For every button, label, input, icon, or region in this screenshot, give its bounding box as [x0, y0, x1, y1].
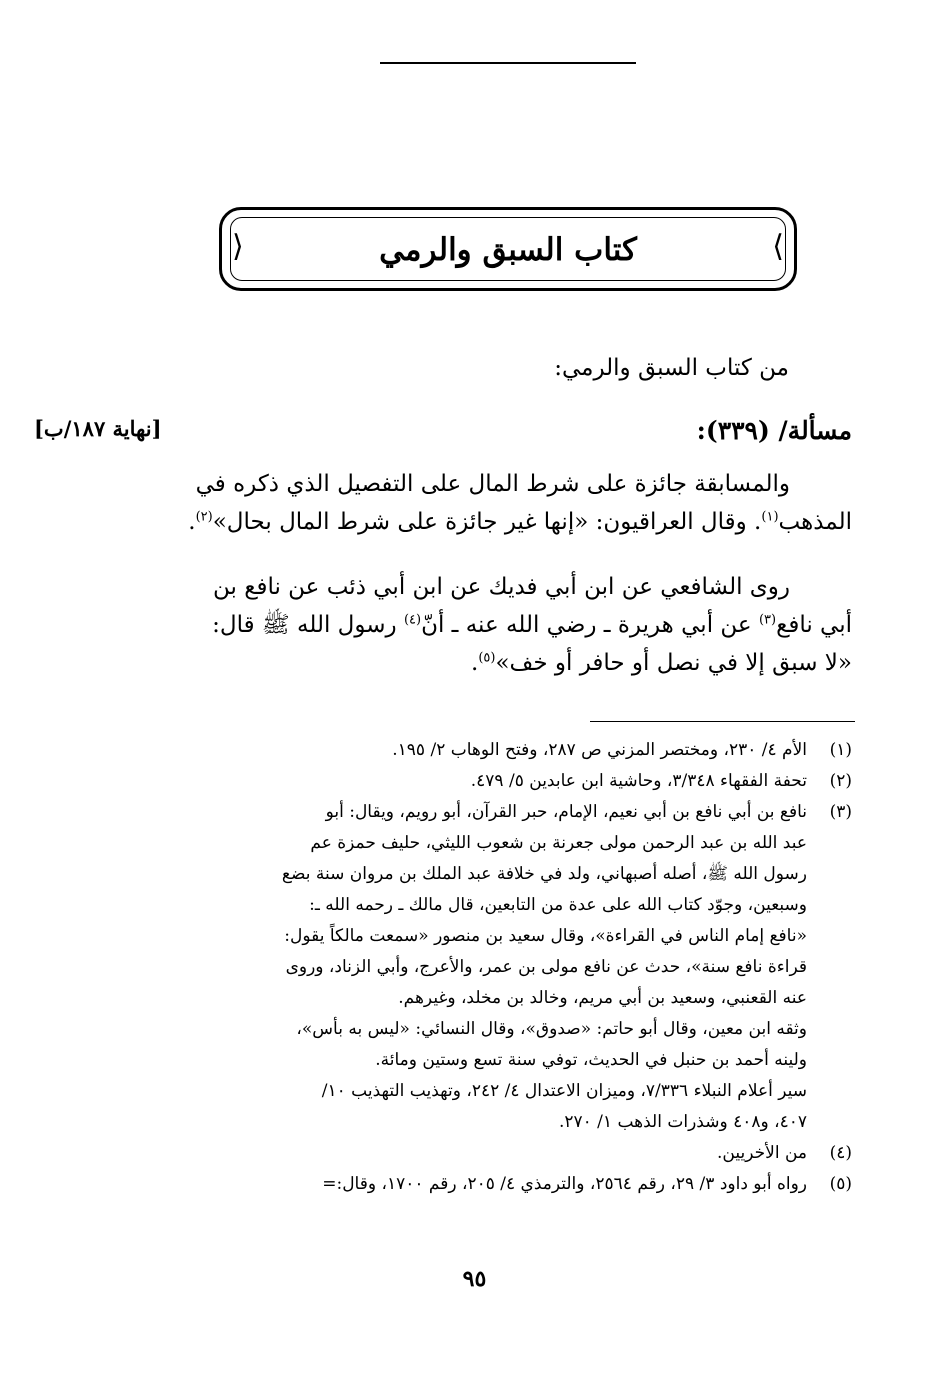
text-run: .	[188, 509, 196, 535]
masala-label: مسألة/ (٣٣٩):	[696, 416, 852, 445]
text-run: عن أبي هريرة ـ رضي الله عنه ـ أنّ	[421, 612, 759, 638]
text-run: أبي نافع	[776, 612, 852, 638]
left-bracket-ornament-icon: ⟨	[232, 229, 244, 264]
footnote-line: عبد الله بن عبد الرحمن مولى جعرنة بن شعوب الليثي، حليف حمزة عم	[310, 833, 807, 853]
footnote-line: قراءة نافع سنة»، حدث عن نافع مولى بن عمر، والأعرج، وأبي الزناد، وروى	[285, 957, 807, 977]
footnote-ref-2: (٢)	[195, 509, 213, 525]
paragraph-2	[160, 568, 852, 682]
footnote-line: ٤٠٧، و٤٠٨ وشذرات الذهب ١/ ٢٧٠.	[558, 1112, 807, 1132]
footnote-4	[160, 1138, 852, 1169]
text-run: رسول الله ﷺ قال:	[212, 612, 404, 638]
footnote-line: «نافع إمام الناس في القراءة»، وقال سعيد بن منصور «سمعت مالكاً يقول:	[284, 926, 807, 946]
text-run: .	[471, 650, 479, 676]
footnote-ref-5: (٥)	[478, 650, 496, 666]
footnote-ref-3: (٣)	[758, 612, 777, 628]
footnote-separator	[590, 721, 855, 722]
footnote-line: تحفة الفقهاء ٣/٣٤٨، وحاشية ابن عابدين ٥/ ٤٧٩.	[470, 771, 807, 791]
paragraph-2-line-1: روى الشافعي عن ابن أبي فديك عن ابن أبي ذئب عن نافع بن	[213, 574, 790, 600]
chapter-title-frame	[219, 207, 797, 291]
footnote-ref-4: (٤)	[403, 612, 422, 628]
title-underline	[380, 62, 636, 64]
footnote-number: (٣)	[829, 802, 852, 822]
footnote-5	[160, 1169, 852, 1200]
paragraph-1	[160, 465, 852, 541]
footnote-line: من الأخريين.	[717, 1143, 807, 1163]
page-number: ٩٥	[462, 1266, 487, 1292]
footnote-number: (٢)	[829, 771, 852, 791]
paragraph-2-line-2	[160, 606, 852, 644]
footnote-1	[160, 735, 852, 766]
footnote-line: الأم ٤/ ٢٣٠، ومختصر المزني ص ٢٨٧، وفتح الوهاب ٢/ ١٩٥.	[392, 740, 807, 760]
chapter-title: كتاب السبق والرمي	[379, 232, 637, 268]
folio-end-marker: [نهاية ١٨٧/ب]	[34, 416, 162, 441]
text-run: «لا سبق إلا في نصل أو حافر أو خف»	[495, 650, 852, 676]
text-run: . وقال العراقيون: «إنها غير جائزة على شرط المال بحال»	[212, 509, 762, 535]
footnote-number: (٥)	[829, 1174, 852, 1194]
right-bracket-ornament-icon: ⟩	[772, 229, 784, 264]
footnotes	[160, 735, 852, 1200]
footnote-line: نافع بن أبي نافع بن أبي نعيم، الإمام، حبر القرآن، أبو رويم، ويقال: أبو	[325, 802, 807, 822]
paragraph-1-line-2	[160, 503, 852, 541]
footnote-number: (٤)	[829, 1143, 852, 1163]
footnote-line: وسبعين، وجوّد كتاب الله على عدة من التابعين، قال مالك ـ رحمه الله ـ:	[309, 895, 807, 915]
footnote-line: عنه القعنبي، وسعيد بن أبي مريم، وخالد بن مخلد، وغيرهم.	[398, 988, 807, 1008]
footnote-number: (١)	[829, 740, 852, 760]
footnote-3	[160, 797, 852, 1138]
footnote-line: وثقه ابن معين، وقال أبو حاتم: «صدوق»، وقال النسائي: «ليس به بأس»،	[296, 1019, 807, 1039]
footnote-line: رسول الله ﷺ، أصله أصبهاني، ولد في خلافة عبد الملك بن مروان سنة بضع	[281, 864, 807, 884]
footnote-2	[160, 766, 852, 797]
footnote-ref-1: (١)	[761, 509, 779, 525]
paragraph-1-line-1: والمسابقة جائزة على شرط المال على التفصيل الذي ذكره في	[195, 471, 790, 497]
intro-line: من كتاب السبق والرمي:	[554, 355, 789, 381]
footnote-line: رواه أبو داود ٣/ ٢٩، رقم ٢٥٦٤، والترمذي ٤/ ٢٠٥، رقم ١٧٠٠، وقال:=	[322, 1174, 807, 1194]
paragraph-2-line-3	[160, 644, 852, 682]
text-run: المذهب	[778, 509, 852, 535]
footnote-line: سير أعلام النبلاء ٧/٣٣٦، وميزان الاعتدال ٤/ ٢٤٢، وتهذيب التهذيب ١٠/	[321, 1081, 807, 1101]
footnote-line: ولينه أحمد بن حنبل في الحديث، توفي سنة تسع وستين ومائة.	[375, 1050, 807, 1070]
